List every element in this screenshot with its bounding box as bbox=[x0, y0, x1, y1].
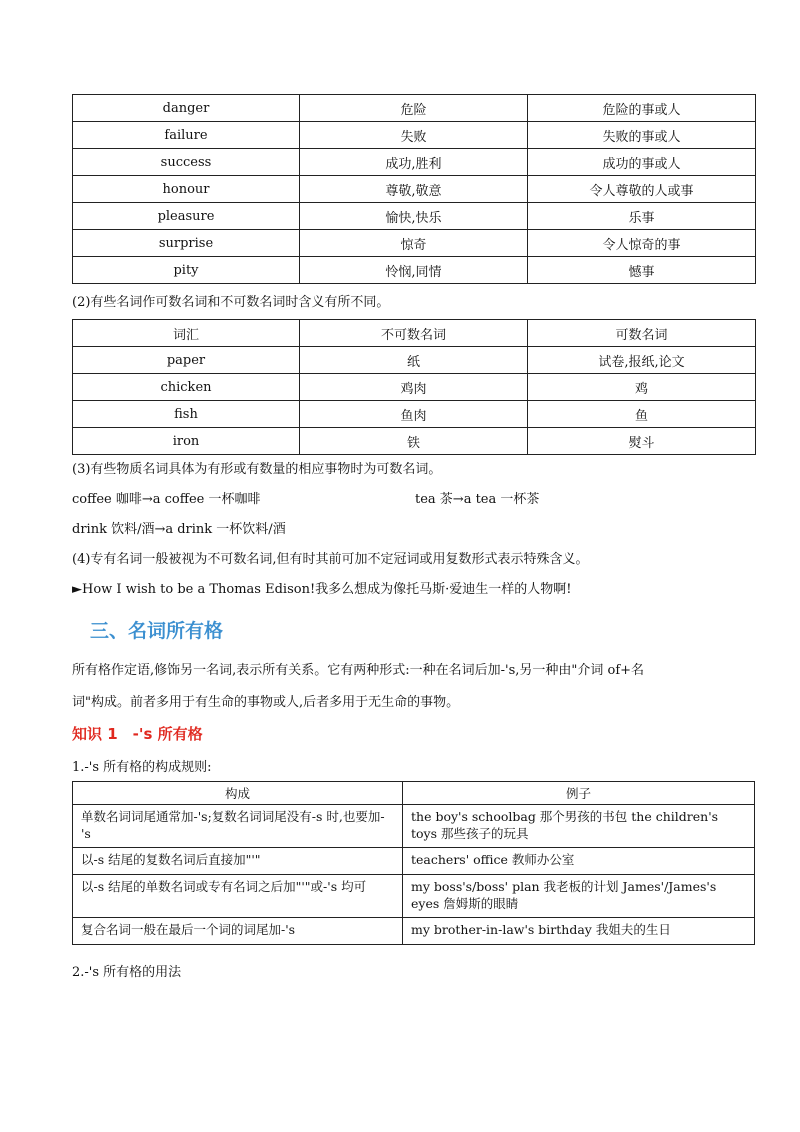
table-row: surprise 惊奇 令人惊奇的事 bbox=[73, 230, 756, 257]
example-drink: drink 饮料/酒→a drink 一杯饮料/酒 bbox=[72, 522, 286, 537]
rule-heading: 1.-'s 所有格的构成规则: bbox=[72, 760, 212, 775]
knowledge-title: 知识 1 -'s 所有格 bbox=[72, 725, 203, 743]
intro-line-2: 词"构成。前者多用于有生命的事物或人,后者多用于无生命的事物。 bbox=[72, 695, 460, 710]
table-row: iron 铁 熨斗 bbox=[73, 428, 756, 455]
table-row: chicken 鸡肉 鸡 bbox=[73, 374, 756, 401]
table-row: paper 纸 试卷,报纸,论文 bbox=[73, 347, 756, 374]
example-tea: tea 茶→a tea 一杯茶 bbox=[415, 492, 540, 507]
table-header-row: 词汇 不可数名词 可数名词 bbox=[73, 320, 756, 347]
example-coffee: coffee 咖啡→a coffee 一杯咖啡 bbox=[72, 492, 261, 507]
table-row: 以-s 结尾的复数名词后直接加"'" teachers' office 教师办公室 bbox=[73, 848, 755, 875]
table-row: 单数名词词尾通常加-'s;复数名词词尾没有-s 时,也要加-'s the boy's schoolbag 那个男孩的书包 the children's toys 那些孩子的玩具 bbox=[73, 805, 755, 848]
table-row: 以-s 结尾的单数名词或专有名词之后加"'"或-'s 均可 my boss's/boss' plan 我老板的计划 James'/James's eyes 詹姆斯的眼睛 bbox=[73, 875, 755, 918]
table-row: pleasure 愉快,快乐 乐事 bbox=[73, 203, 756, 230]
table-row: honour 尊敬,敬意 令人尊敬的人或事 bbox=[73, 176, 756, 203]
abstract-noun-table bbox=[72, 94, 756, 284]
paragraph-2: (2)有些名词作可数名词和不可数名词时含义有所不同。 bbox=[72, 295, 390, 310]
possessive-rules-table bbox=[72, 781, 755, 945]
table-row: failure 失败 失败的事或人 bbox=[73, 122, 756, 149]
table-row: success 成功,胜利 成功的事或人 bbox=[73, 149, 756, 176]
table-row: fish 鱼肉 鱼 bbox=[73, 401, 756, 428]
table-row: pity 怜悯,同情 憾事 bbox=[73, 257, 756, 284]
table-row: 复合名词一般在最后一个词的词尾加-'s my brother-in-law's birthday 我姐夫的生日 bbox=[73, 918, 755, 945]
paragraph-4: (4)专有名词一般被视为不可数名词,但有时其前可加不定冠词或用复数形式表示特殊含义。 bbox=[72, 552, 589, 567]
usage-heading: 2.-'s 所有格的用法 bbox=[72, 965, 182, 980]
table-header-row: 构成 例子 bbox=[73, 782, 755, 805]
table-row: danger 危险 危险的事或人 bbox=[73, 95, 756, 122]
paragraph-3: (3)有些物质名词具体为有形或有数量的相应事物时为可数名词。 bbox=[72, 462, 442, 477]
countable-meaning-table bbox=[72, 319, 756, 455]
example-edison: ►How I wish to be a Thomas Edison!我多么想成为像托马斯·爱迪生一样的人物啊! bbox=[72, 582, 572, 597]
intro-line-1: 所有格作定语,修饰另一名词,表示所有关系。它有两种形式:一种在名词后加-'s,另一种由"介词 of+名 bbox=[72, 663, 645, 678]
section-title: 三、名词所有格 bbox=[90, 620, 224, 642]
